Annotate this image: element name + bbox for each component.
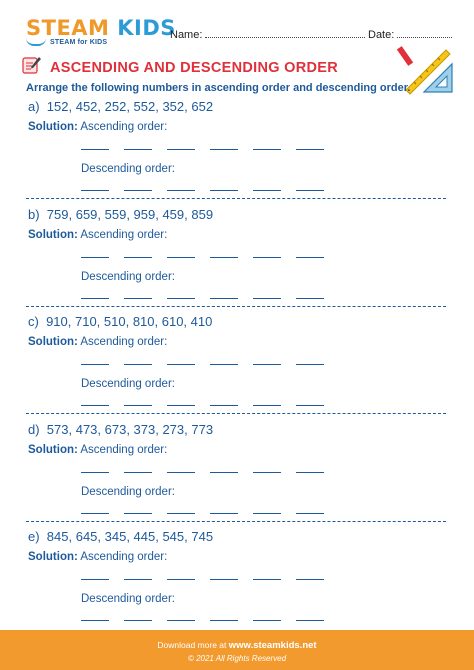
answer-blank[interactable]	[296, 579, 324, 580]
date-field[interactable]	[368, 27, 452, 41]
answer-blank[interactable]	[210, 513, 238, 514]
answer-blank[interactable]	[210, 190, 238, 191]
descending-blanks	[81, 298, 331, 300]
answer-blank[interactable]	[296, 620, 324, 621]
footer-copyright: © 2021 All Rights Reserved	[187, 654, 287, 663]
answer-blank[interactable]	[167, 579, 195, 580]
answer-blank[interactable]	[124, 472, 152, 473]
ascending-blanks	[81, 579, 331, 581]
answer-blank[interactable]	[124, 579, 152, 580]
answer-blank[interactable]	[253, 620, 281, 621]
answer-blank[interactable]	[296, 472, 324, 473]
answer-blank[interactable]	[124, 149, 152, 150]
page-title: ASCENDING AND DESCENDING ORDER	[50, 60, 339, 76]
problem-question	[28, 314, 212, 329]
answer-blank[interactable]	[124, 364, 152, 365]
solution-row	[28, 551, 167, 563]
name-label: Name:	[170, 29, 203, 41]
answer-blank[interactable]	[253, 364, 281, 365]
answer-blank[interactable]	[296, 298, 324, 299]
footer-site-link[interactable]: www.steamkids.net	[228, 640, 317, 651]
solution-label: Solution:	[28, 336, 78, 348]
problem-letter: e)	[28, 529, 40, 544]
problem-question	[28, 99, 213, 114]
solution-label: Solution:	[28, 228, 78, 241]
answer-blank[interactable]	[81, 298, 109, 299]
problem-numbers: 910, 710, 510, 810, 610, 410	[46, 314, 213, 329]
answer-blank[interactable]	[210, 579, 238, 580]
answer-blank[interactable]	[81, 405, 109, 406]
name-line[interactable]	[205, 27, 365, 38]
ascending-label: Ascending order:	[80, 551, 168, 563]
answer-blank[interactable]	[81, 513, 109, 514]
section-divider	[26, 413, 446, 414]
problem-letter: a)	[28, 99, 40, 114]
ascending-label: Ascending order:	[80, 228, 168, 241]
section-divider	[26, 521, 446, 522]
date-line[interactable]	[397, 27, 452, 38]
answer-blank[interactable]	[124, 620, 152, 621]
logo-part2: KIDS	[117, 16, 176, 40]
descending-blanks	[81, 405, 331, 407]
problem-question	[28, 529, 213, 544]
answer-blank[interactable]	[81, 620, 109, 621]
answer-blank[interactable]	[253, 472, 281, 473]
solution-label: Solution:	[28, 121, 78, 133]
solution-label: Solution:	[28, 551, 78, 563]
ascending-blanks	[81, 472, 331, 474]
answer-blank[interactable]	[296, 513, 324, 514]
problem-letter: b)	[28, 206, 40, 222]
solution-row	[28, 444, 167, 456]
answer-blank[interactable]	[253, 149, 281, 150]
descending-blanks	[81, 620, 331, 622]
answer-blank[interactable]	[296, 190, 324, 191]
descending-label: Descending order:	[81, 485, 175, 498]
footer-download-prefix: Download more at	[157, 640, 229, 650]
answer-blank[interactable]	[210, 257, 238, 258]
date-label: Date:	[368, 29, 395, 41]
pencil-paper-icon	[22, 56, 42, 74]
answer-blank[interactable]	[124, 513, 152, 514]
answer-blank[interactable]	[124, 257, 152, 258]
solution-row	[28, 336, 167, 348]
descending-blanks	[81, 190, 331, 192]
answer-blank[interactable]	[296, 149, 324, 150]
solution-row	[28, 121, 167, 133]
answer-blank[interactable]	[167, 298, 195, 299]
answer-blank[interactable]	[253, 513, 281, 514]
problem-numbers: 573, 473, 673, 373, 273, 773	[46, 421, 214, 437]
answer-blank[interactable]	[296, 405, 324, 406]
answer-blank[interactable]	[81, 190, 109, 191]
answer-blank[interactable]	[81, 257, 109, 258]
descending-label: Descending order:	[81, 270, 175, 283]
answer-blank[interactable]	[210, 298, 238, 299]
answer-blank[interactable]	[253, 298, 281, 299]
name-field[interactable]	[170, 27, 365, 41]
ascending-label: Ascending order:	[80, 121, 168, 133]
problem-letter: c)	[28, 314, 39, 329]
answer-blank[interactable]	[296, 364, 324, 365]
answer-blank[interactable]	[253, 257, 281, 258]
answer-blank[interactable]	[167, 513, 195, 514]
descending-blanks	[81, 513, 331, 515]
ascending-blanks	[81, 149, 331, 151]
logo-swoosh-icon	[26, 38, 46, 46]
answer-blank[interactable]	[167, 364, 195, 365]
answer-blank[interactable]	[210, 405, 238, 406]
page-footer	[0, 630, 474, 670]
section-divider	[26, 198, 446, 199]
descending-label: Descending order:	[81, 593, 175, 605]
answer-blank[interactable]	[167, 620, 195, 621]
ascending-label: Ascending order:	[80, 443, 168, 456]
descending-label: Descending order:	[81, 163, 175, 175]
logo	[26, 18, 176, 39]
answer-blank[interactable]	[81, 579, 109, 580]
answer-blank[interactable]	[210, 472, 238, 473]
answer-blank[interactable]	[124, 190, 152, 191]
answer-blank[interactable]	[253, 405, 281, 406]
answer-blank[interactable]	[296, 257, 324, 258]
problem-numbers: 845, 645, 345, 445, 545, 745	[46, 529, 214, 544]
logo-part1: STEAM	[26, 16, 110, 40]
answer-blank[interactable]	[81, 364, 109, 365]
answer-blank[interactable]	[81, 149, 109, 150]
answer-blank[interactable]	[210, 364, 238, 365]
answer-blank[interactable]	[167, 472, 195, 473]
answer-blank[interactable]	[253, 190, 281, 191]
ascending-blanks	[81, 257, 331, 259]
answer-blank[interactable]	[167, 149, 195, 150]
descending-label: Descending order:	[81, 378, 175, 390]
problem-question	[28, 207, 213, 222]
problem-numbers: 759, 659, 559, 959, 459, 859	[46, 206, 214, 222]
instructions: Arrange the following numbers in ascending order and descending order.	[26, 82, 411, 94]
ascending-label: Ascending order:	[80, 336, 168, 348]
section-divider	[26, 306, 446, 307]
solution-row	[28, 229, 167, 241]
answer-blank[interactable]	[81, 472, 109, 473]
footer-download-line	[0, 640, 474, 651]
answer-blank[interactable]	[210, 149, 238, 150]
problem-question	[28, 422, 213, 437]
problem-letter: d)	[28, 421, 40, 437]
answer-blank[interactable]	[253, 579, 281, 580]
answer-blank[interactable]	[167, 405, 195, 406]
answer-blank[interactable]	[167, 257, 195, 258]
answer-blank[interactable]	[124, 405, 152, 406]
ascending-blanks	[81, 364, 331, 366]
answer-blank[interactable]	[210, 620, 238, 621]
solution-label: Solution:	[28, 443, 78, 456]
logo-tagline: STEAM for KIDS	[50, 39, 108, 46]
problem-numbers: 152, 452, 252, 552, 352, 652	[46, 99, 214, 114]
answer-blank[interactable]	[124, 298, 152, 299]
answer-blank[interactable]	[167, 190, 195, 191]
